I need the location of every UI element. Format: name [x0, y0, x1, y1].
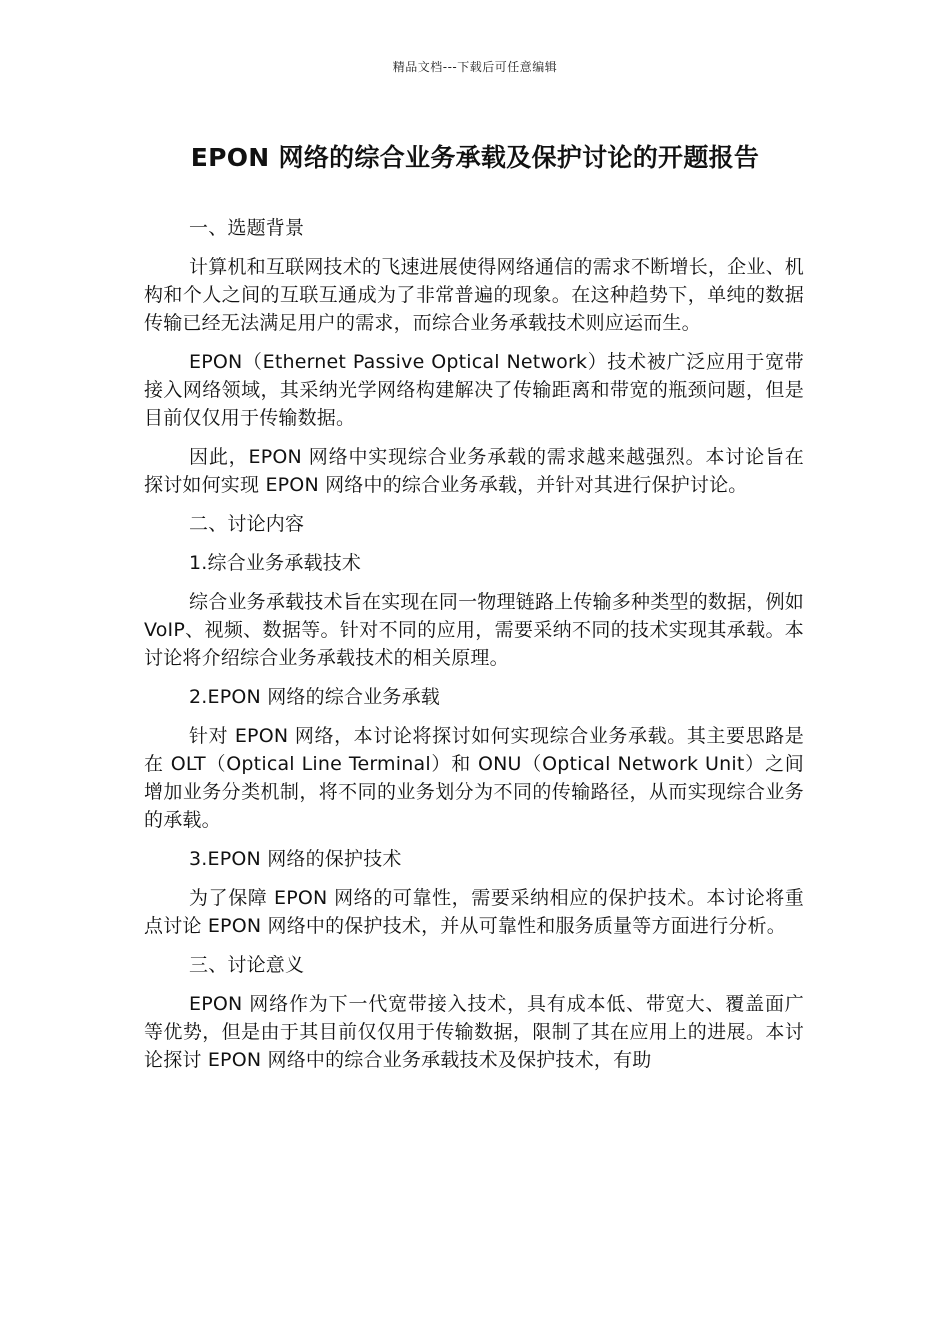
paragraph: EPON 网络作为下一代宽带接入技术，具有成本低、带宽大、覆盖面广等优势，但是由于其目前仅仅用于传输数据，限制了其在应用上的进展。本讨论探讨 EPON 网络中的综合业务承载技术及保护技术，有助	[144, 993, 804, 1071]
section-heading: 二、讨论内容	[189, 513, 305, 535]
paragraph: 计算机和互联网技术的飞速进展使得网络通信的需求不断增长，企业、机构和个人之间的互联互通成为了非常普遍的现象。在这种趋势下，单纯的数据传输已经无法满足用户的需求，而综合业务承载技术则应运而生。	[144, 256, 804, 334]
paragraph: 针对 EPON 网络，本讨论将探讨如何实现综合业务承载。其主要思路是在 OLT（Optical Line Terminal）和 ONU（Optical Network Unit）之间增加业务分类机制，将不同的业务划分为不同的传输路径，从而实现综合业务的承载。	[144, 725, 804, 831]
header-note: 精品文档---下载后可任意编辑	[392, 60, 558, 74]
paragraph: 因此，EPON 网络中实现综合业务承载的需求越来越强烈。本讨论旨在探讨如何实现 EPON 网络中的综合业务承载，并针对其进行保护讨论。	[144, 446, 804, 496]
document-body	[144, 214, 804, 1085]
paragraph: 为了保障 EPON 网络的可靠性，需要采纳相应的保护技术。本讨论将重点讨论 EPON 网络中的保护技术，并从可靠性和服务质量等方面进行分析。	[144, 887, 804, 937]
section-heading: 三、讨论意义	[189, 954, 305, 976]
paragraph: EPON（Ethernet Passive Optical Network）技术被广泛应用于宽带接入网络领域，其采纳光学网络构建解决了传输距离和带宽的瓶颈问题，但是目前仅仅用于传输数据。	[144, 351, 804, 429]
paragraph: 综合业务承载技术旨在实现在同一物理链路上传输多种类型的数据，例如 VoIP、视频、数据等。针对不同的应用，需要采纳不同的技术实现其承载。本讨论将介绍综合业务承载技术的相关原理。	[144, 591, 804, 669]
subsection-heading: 3.EPON 网络的保护技术	[189, 848, 402, 870]
subsection-heading: 1.综合业务承载技术	[189, 552, 362, 574]
subsection-heading: 2.EPON 网络的综合业务承载	[189, 686, 440, 708]
section-heading: 一、选题背景	[189, 217, 305, 239]
document-title: EPON 网络的综合业务承载及保护讨论的开题报告	[190, 143, 760, 172]
